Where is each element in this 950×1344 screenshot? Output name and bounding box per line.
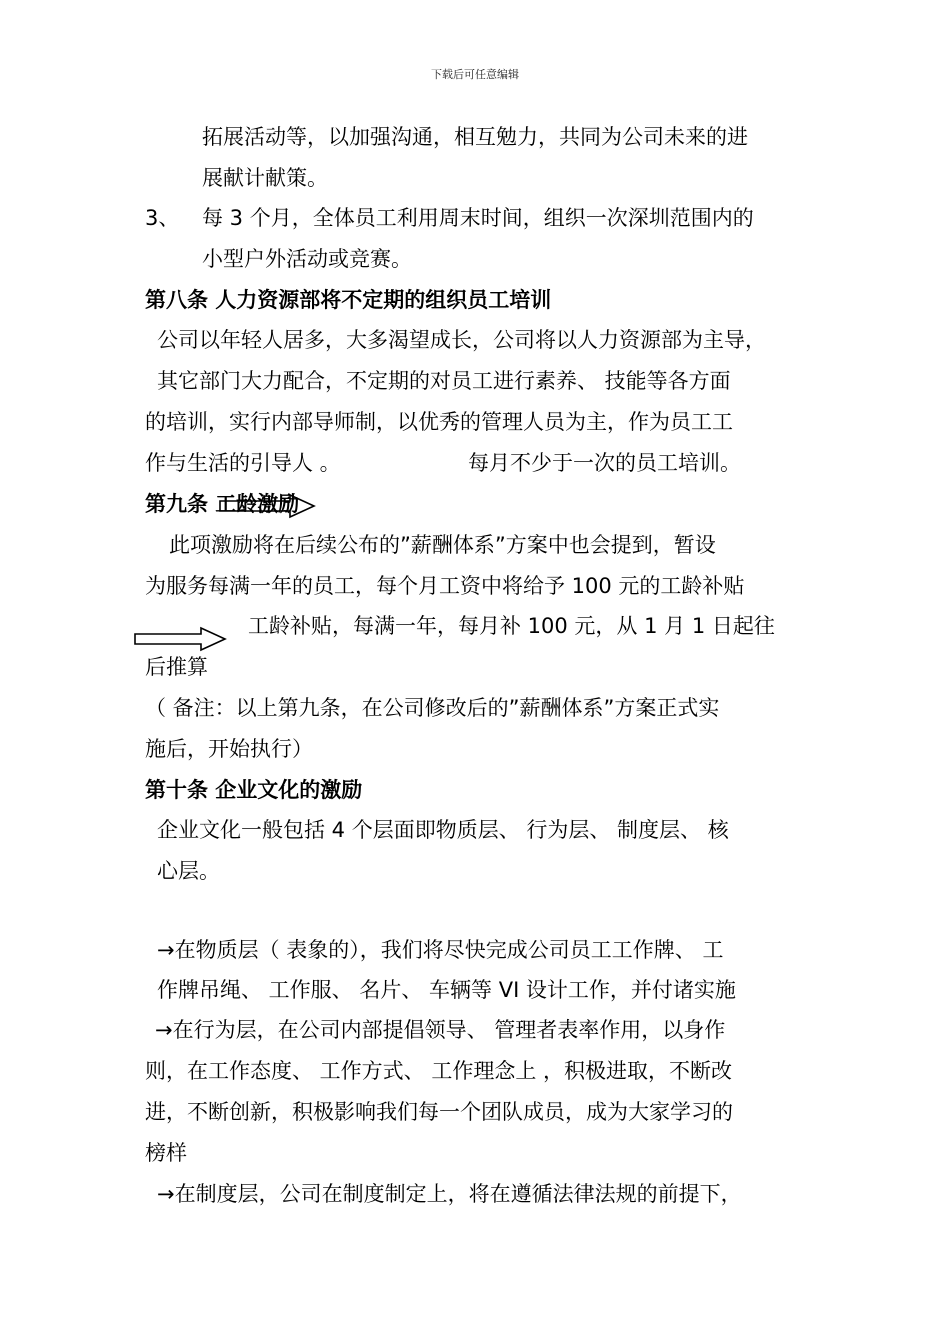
text-line: 每月不少于一次的员工培训。 (468, 451, 741, 475)
text-line: 工龄补贴，每满一年，每月补 100 元，从 1 月 1 日起往 (248, 614, 775, 638)
text-line: 施后，开始执行） (145, 737, 313, 761)
text-line: 公司以年轻人居多，大多渴望成长，公司将以人力资源部为主导， (157, 328, 766, 352)
text-line: 此项激励将在后续公布的”薪酬体系”方案中也会提到，暂设 (169, 533, 716, 557)
text-line: →在物质层（ 表象的），我们将尽快完成公司员工工作牌、 工 (157, 938, 724, 962)
text-line: →在制度层，公司在制度制定上，将在遵循法律法规的前提下， (157, 1182, 742, 1206)
text-line: 心层。 (157, 859, 220, 883)
text-line: 则，在工作态度、 工作方式、 工作理念上 ，积极进取，不断改 (145, 1059, 733, 1083)
text-line: 作牌吊绳、 工作服、 名片、 车辆等 VI 设计工作，并付诸实施 (157, 978, 736, 1002)
arrow-icon (133, 626, 228, 652)
text-line: →在行为层，在公司内部提倡领导、 管理者表率作用，以身作 (155, 1018, 726, 1042)
text-line: 进，不断创新，积极影响我们每一个团队成员，成为大家学习的 (145, 1100, 733, 1124)
text-line: 展献计献策。 (202, 166, 328, 190)
text-line: 的培训，实行内部导师制，以优秀的管理人员为主，作为员工工 (145, 410, 733, 434)
text-line: 为服务每满一年的员工，每个月工资中将给予 100 元的工龄补贴 (145, 574, 745, 598)
list-number: 3、 (145, 206, 180, 230)
section-heading: 第十条 企业文化的激励 (145, 778, 363, 802)
page-header-note: 下载后可任意编辑 (431, 68, 519, 81)
text-line: 拓展活动等，以加强沟通，相互勉力，共同为公司未来的进 (202, 125, 748, 149)
text-line: 每 3 个月，全体员工利用周末时间，组织一次深圳范围内的 (202, 206, 754, 230)
section-heading: 第九条 工龄激励 (145, 492, 300, 516)
section-heading: 第八条 人力资源部将不定期的组织员工培训 (145, 288, 552, 312)
text-line: 企业文化一般包括 4 个层面即物质层、 行为层、 制度层、 核 (157, 818, 729, 842)
text-line: （ 备注：以上第九条，在公司修改后的”薪酬体系”方案正式实 (145, 696, 720, 720)
text-line: 榜样 (145, 1141, 187, 1165)
text-line: 后推算 (145, 655, 208, 679)
arrow-icon (218, 493, 318, 519)
text-line: 作与生活的引导人 。 (145, 451, 341, 475)
text-line: 其它部门大力配合，不定期的对员工进行素养、 技能等各方面 (157, 369, 731, 393)
text-line: 小型户外活动或竞赛。 (202, 247, 412, 271)
